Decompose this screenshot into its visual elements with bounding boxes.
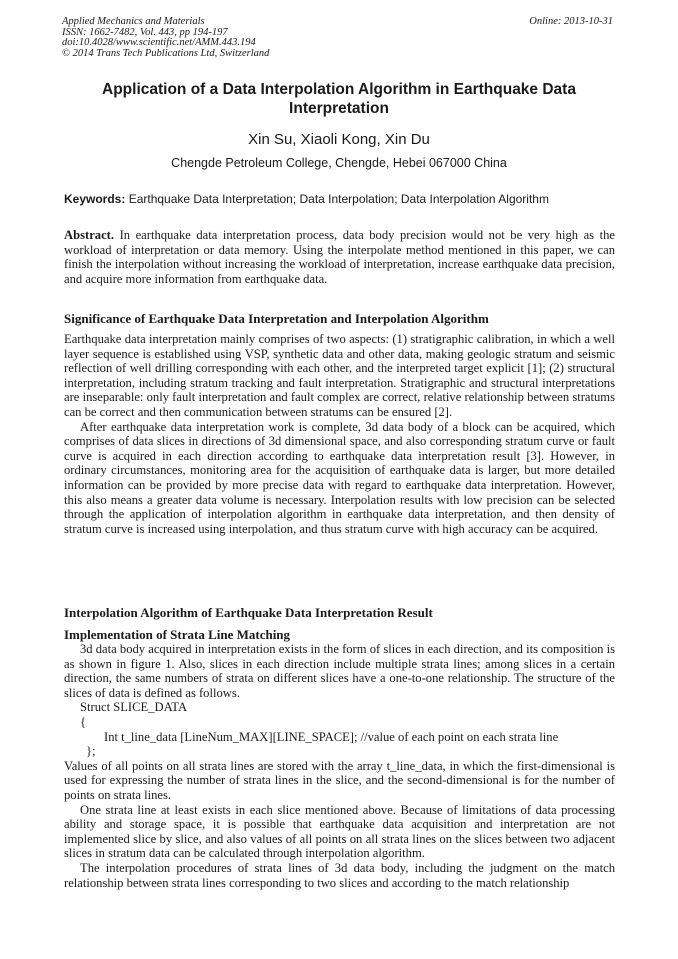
section-2-body (64, 642, 615, 890)
journal-header (62, 17, 269, 59)
journal-doi: doi:10.4028/www.scientific.net/AMM.443.194 (62, 37, 256, 49)
online-date: Online: 2013-10-31 (529, 16, 613, 27)
abstract (64, 228, 615, 286)
section-2-paragraph-2: Values of all points on all strata lines are stored with the array t_line_data, in which the first-dimensional is used for expressing the number of strata lines in the slice, and the second-dimensional is for the number of points on strata lines. (64, 758, 615, 802)
paper-authors: Xin Su, Xiaoli Kong, Xin Du (248, 131, 430, 148)
section-1-body (64, 332, 615, 536)
paper-title: Application of a Data Interpolation Algorithm in Earthquake Data Interpretation (102, 81, 576, 117)
code-line-3: Int t_line_data [LineNum_MAX][LINE_SPACE]; //value of each point on each strata line (104, 729, 559, 744)
keywords (64, 191, 624, 207)
abstract-text: In earthquake data interpretation process, data body precision would not be very high as the workload of interpretation or data memory. Using the interpolate method mentioned in this paper, we can finish the interpolation without increasing the workload of interpretation, increase earthquake data precision, and acquire more information from earthquake data. (64, 228, 615, 286)
journal-name: Applied Mechanics and Materials (62, 16, 205, 27)
subsection-heading: Implementation of Strata Line Matching (64, 627, 291, 642)
section-2-paragraph-1: 3d data body acquired in interpretation exists in the form of slices in each direction, and its composition is as shown in figure 1. Also, slices in each direction include multiple strata lines; among slices in a certain direction, the same numbers of strata on different slices have a one-to-one relationship. The structure of the slices of data is defined as follows. (64, 642, 615, 700)
abstract-label: Abstract. (64, 228, 115, 242)
journal-copyright: © 2014 Trans Tech Publications Ltd, Switzerland (62, 47, 270, 59)
code-line-4: }; (86, 744, 96, 759)
keywords-text: Earthquake Data Interpretation; Data Interpolation; Data Interpolation Algorithm (128, 192, 549, 206)
section-2-paragraph-3: One strata line at least exists in each slice mentioned above. Because of limitations of data processing ability and storage space, it is possible that earthquake data acquisition and interpretation are not implemented slice by slice, and also values of all points on all strata lines on the slices between two adjacent slices in stratum data can be calculated through interpolation algorithm. (64, 802, 615, 861)
code-line-1: Struct SLICE_DATA (80, 700, 188, 715)
section-1-paragraph-1: Earthquake data interpretation mainly comprises of two aspects: (1) stratigraphic calibration, in which a well layer sequence is established using VSP, synthetic data and other data, making geologic stratum and seismic reflection of well drilling corresponding with each other, and the interpreted target explicit [1]; (2) structural interpretation, including stratum tracking and fault interpretation. Stratigraphic and structural interpretations are inseparable: only fault interpretation and fault complex are correct, relative relationship between stratums can be correct and then communication between stratums can be ensured [2]. (64, 332, 615, 419)
section-2-heading: Interpolation Algorithm of Earthquake Data Interpretation Result (64, 605, 433, 620)
journal-issn: ISSN: 1662-7482, Vol. 443, pp 194-197 (62, 26, 228, 38)
section-1-paragraph-2: After earthquake data interpretation work is complete, 3d data body of a block can be acquired, which comprises of data slices in directions of 3d dimensional space, and also corresponding stratum curve or fault curve is acquired in each direction according to earthquake data interpretation result [3]. However, in ordinary circumstances, monitoring area for the acquisition of earthquake data is larger, but more detailed information can be provided by more precise data with regard to earthquake data interpretation. However, this also means a greater data volume is necessary. Interpolation results with low precision can be selected through the application of interpolation algorithm in earthquake data interpretation, and then density of stratum curve is increased using interpolation, and thus stratum curve with high accuracy can be acquired. (64, 419, 615, 536)
section-2-paragraph-4: The interpolation procedures of strata lines of 3d data body, including the judgment on the match relationship between strata lines corresponding to two slices and according to the match relationship (64, 860, 615, 890)
code-line-2: { (80, 714, 87, 729)
section-1-heading: Significance of Earthquake Data Interpretation and Interpolation Algorithm (64, 311, 489, 326)
keywords-label: Keywords: (64, 192, 126, 206)
paper-affiliation: Chengde Petroleum College, Chengde, Hebei 067000 China (171, 156, 507, 170)
